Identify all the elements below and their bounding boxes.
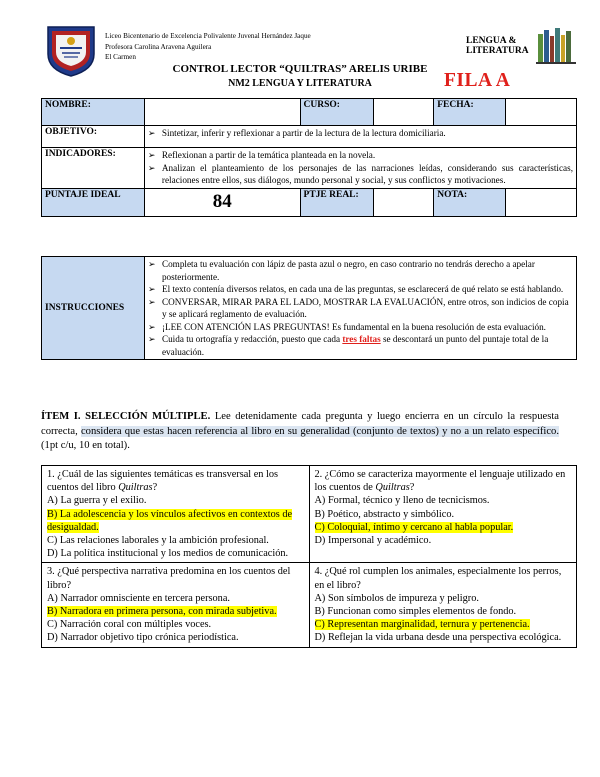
instruction-item: El texto contenía diversos relatos, en cada una de las preguntas, se esclarecerá de qué relato se está hablando. (161, 284, 564, 294)
indicadores-label: INDICADORES: (42, 148, 145, 189)
arrow-bullet-icon: ➢ (147, 128, 156, 138)
option-b-highlighted: B) Narradora en primera persona, con mirada subjetiva. (47, 606, 277, 618)
stem-text: ? (409, 482, 415, 494)
objetivo-cell (144, 126, 576, 148)
question-stem: 3. ¿Qué perspectiva narrativa predomina en los cuentos del libro? (47, 566, 291, 591)
option-b[interactable]: B) Funcionan como simples elementos de fondo. (314, 606, 517, 618)
book-title: Quiltras (375, 482, 410, 494)
instruction-text: se descontará un punto del puntaje total de la evaluación. (161, 334, 549, 357)
indicador-item: Analizan el planteamiento de los personajes de las narraciones leídas, considerando sus características, relaciones entre ellos, sus diálogos, mundo personal y social, y sus conflictos y motivaciones. (161, 162, 573, 185)
question-2 (309, 466, 577, 563)
nota-label: NOTA: (434, 188, 506, 216)
question-4 (309, 563, 577, 647)
option-b[interactable]: B) Poético, abstracto y simbólico. (314, 508, 455, 520)
objetivo-text: Sintetizar, inferir y reflexionar a partir de la lectura de la lectura domiciliaria. (161, 128, 446, 138)
instruction-item-last (162, 333, 573, 358)
option-a[interactable]: A) Son símbolos de impureza y peligro. (314, 592, 479, 604)
school-info (105, 31, 311, 63)
item1-text: Lee detenidamente cada pregunta y luego encierra en un círculo la respuesta correcta, (41, 411, 559, 437)
nota-field[interactable] (506, 188, 577, 216)
instructions-cell (144, 257, 576, 360)
option-b[interactable] (47, 508, 304, 534)
option-a[interactable]: A) Narrador omnisciente en tercera persona. (47, 592, 230, 604)
arrow-bullet-icon: ➢ (147, 321, 156, 332)
option-d[interactable]: D) La política institucional y los medios de comunicación. (47, 548, 289, 560)
item1-heading: ÍTEM I. SELECCIÓN MÚLTIPLE. (41, 411, 211, 422)
stem-text: 2. ¿Cómo se caracteriza mayormente el lenguaje utilizado en los cuentos de (314, 469, 566, 494)
option-b-highlighted: B) La adolescencia y los vínculos afectivos en contextos de desigualdad. (47, 508, 293, 533)
school-name: Liceo Bicentenario de Excelencia Polivalente Juvenal Hernández Jaque (105, 32, 311, 40)
arrow-bullet-icon: ➢ (147, 150, 156, 160)
arrow-bullet-icon: ➢ (147, 259, 156, 269)
item1-highlight: considera que estas hacen referencia al libro en su generalidad (conjunto de textos) y no a un relato específico. (80, 425, 559, 437)
stem-text: 1. ¿Cuál de las siguientes temáticas es transversal en los cuentos del libro (47, 469, 279, 494)
page-title: CONTROL LECTOR “QUILTRAS” ARELIS URIBE (172, 63, 428, 75)
option-c-highlighted: C) Coloquial, íntimo y cercano al habla popular. (314, 521, 514, 533)
instruction-item: CONVERSAR, MIRAR PARA EL LADO, MOSTRAR LA EVALUACIÓN, entre otros, son indicios de copia y se aplicará reglamento de evaluación. (161, 296, 569, 319)
indicadores-cell (144, 148, 576, 189)
puntaje-label: PUNTAJE IDEAL (42, 188, 145, 216)
item1-points: (1pt c/u, 10 en total). (41, 440, 130, 451)
books-icon (536, 26, 576, 64)
objetivo-label: OBJETIVO: (42, 126, 145, 148)
curso-field[interactable] (374, 99, 434, 126)
option-a[interactable]: A) La guerra y el exilio. (47, 495, 147, 507)
teacher-name: Profesora Carolina Aravena Aguilera (105, 42, 212, 51)
page-subtitle: NM2 LENGUA Y LITERATURA (228, 78, 372, 89)
question-stem (47, 468, 304, 494)
subject-logo-line2: LITERATURA (466, 45, 529, 56)
indicador-item: Reflexionan a partir de la temática planteada en la novela. (161, 150, 376, 160)
nombre-field[interactable] (144, 99, 300, 126)
option-b[interactable] (47, 605, 304, 618)
instruction-item: ¡LEE CON ATENCIÓN LAS PREGUNTAS! Es fundamental en la buena resolución de esta evaluación. (161, 321, 546, 332)
fecha-label: FECHA: (434, 99, 506, 126)
arrow-bullet-icon: ➢ (147, 296, 156, 307)
option-c-highlighted: C) Representan marginalidad, ternura y pertenencia. (314, 619, 530, 631)
fecha-field[interactable] (506, 99, 577, 126)
subject-logo-line1: LENGUA & (466, 36, 517, 46)
question-stem (315, 468, 572, 494)
puntaje-value: 84 (144, 188, 300, 216)
ptje-real-field[interactable] (374, 188, 434, 216)
option-c[interactable] (315, 618, 572, 631)
question-stem: 4. ¿Qué rol cumplen los animales, especialmente los perros, en el libro? (314, 566, 562, 591)
option-d[interactable]: D) Reflejan la vida urbana desde una perspectiva ecológica. (314, 632, 562, 644)
instruction-item: Completa tu evaluación con lápiz de pasta azul o negro, en caso contrario no tendrás derecho a apelar posteriormente. (161, 259, 535, 282)
arrow-bullet-icon: ➢ (147, 162, 156, 173)
instructions-table (41, 256, 577, 360)
stem-text: ? (152, 482, 158, 494)
option-d[interactable]: D) Narrador objetivo tipo crónica periodística. (47, 632, 239, 644)
curso-label: CURSO: (300, 99, 374, 126)
option-a[interactable]: A) Formal, técnico y lleno de tecnicismos. (314, 495, 490, 507)
school-town: El Carmen (105, 53, 136, 61)
instruction-text: Cuida tu ortografía y redacción, puesto que cada (161, 334, 343, 344)
tres-faltas-emphasis: tres faltas (342, 334, 381, 344)
arrow-bullet-icon: ➢ (147, 284, 156, 294)
fila-label: FILA A (444, 70, 511, 91)
option-c[interactable]: C) Narración coral con múltiples voces. (47, 619, 212, 631)
question-1 (42, 466, 310, 563)
questions-table (41, 465, 577, 648)
instructions-label: INSTRUCCIONES (42, 257, 145, 360)
option-c[interactable] (315, 521, 572, 534)
ptje-real-label: PTJE REAL: (300, 188, 374, 216)
book-title: Quiltras (118, 482, 153, 494)
option-c[interactable]: C) Las relaciones laborales y la ambición profesional. (47, 535, 269, 547)
nombre-label: NOMBRE: (42, 99, 145, 126)
info-table (41, 98, 577, 217)
item1-instructions (41, 410, 559, 454)
arrow-bullet-icon: ➢ (147, 334, 156, 344)
option-d[interactable]: D) Impersonal y académico. (314, 535, 432, 547)
question-3 (42, 563, 310, 647)
